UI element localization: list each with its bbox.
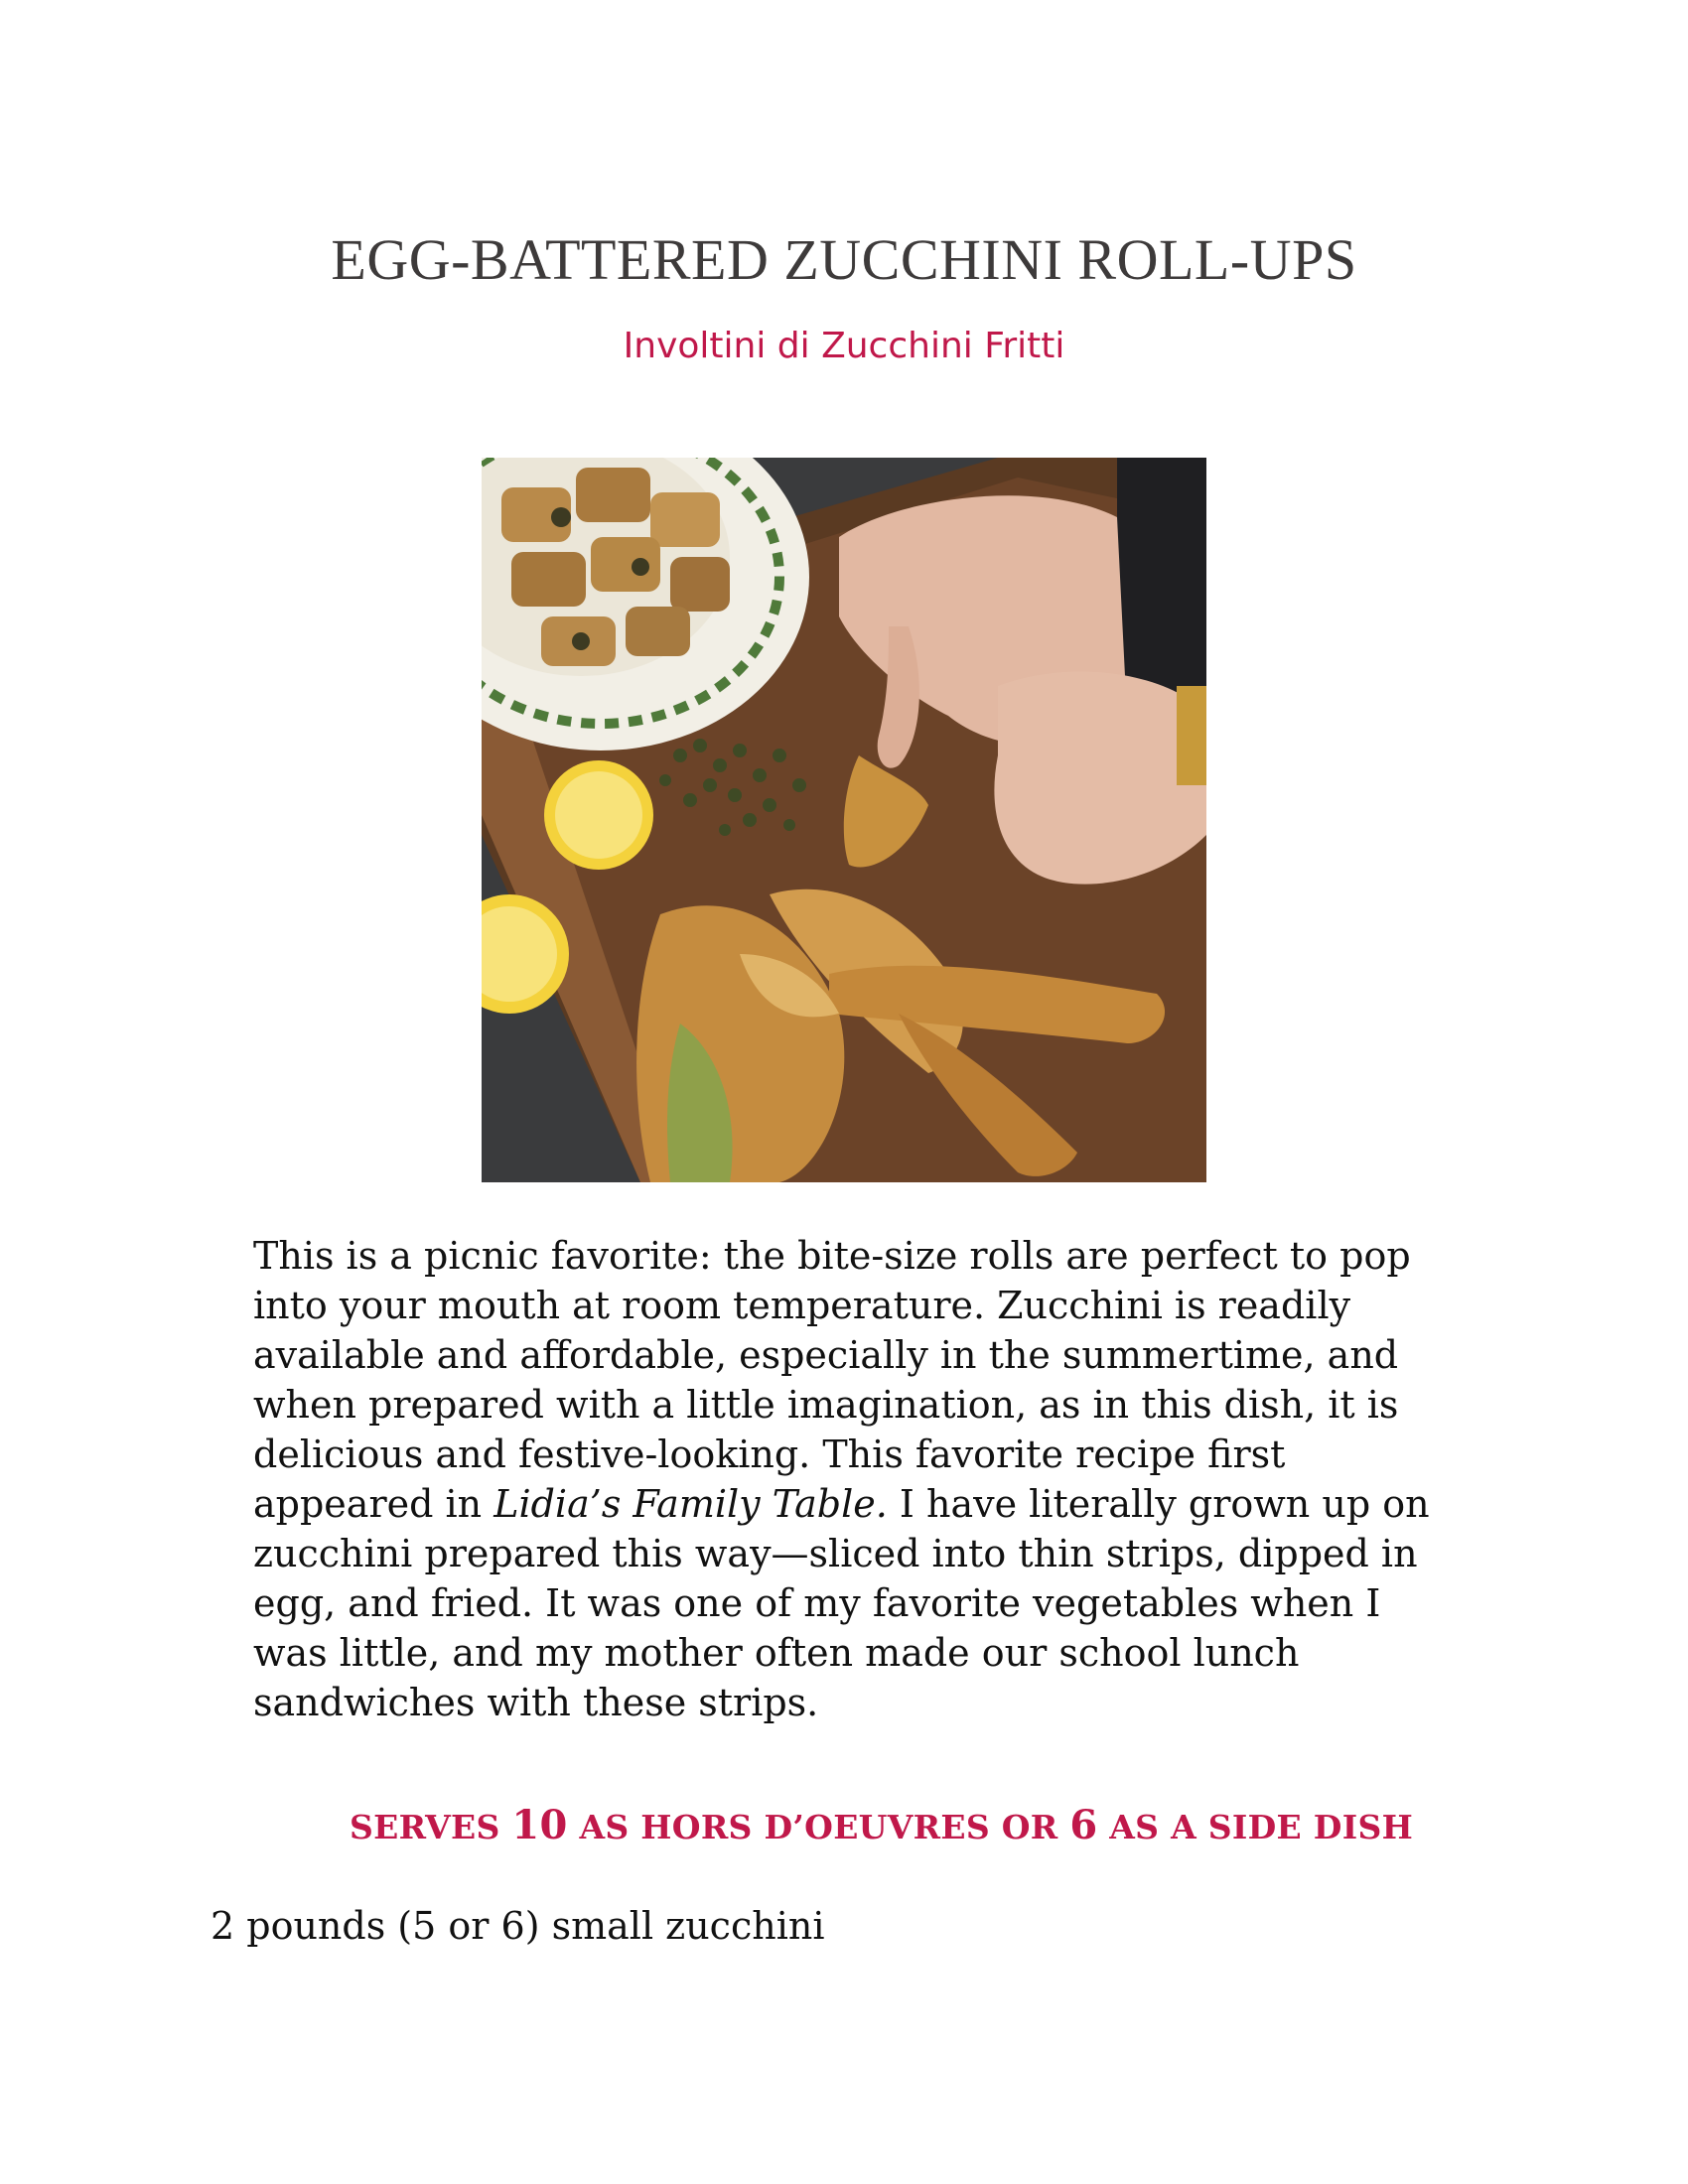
serves-part-1: SERVES [350, 1808, 512, 1846]
recipe-subtitle: Involtini di Zucchini Fritti [623, 326, 1065, 366]
intro-text-before: This is a picnic favorite: the bite-size rolls are perfect to pop into your mouth at room temperature. Zucchini is readily available and affordable, especially in the summertime, and when prepared with a little imagination, as in this dish, it is delicious and festive-looking. This favorite recipe first appeared in [253, 1234, 1411, 1526]
book-title: Lidia’s Family Table. [493, 1482, 888, 1526]
serves-part-3: AS A SIDE DISH [1097, 1808, 1414, 1846]
ingredient-item: 2 pounds (5 or 6) small zucchini [211, 1904, 825, 1948]
intro-text-after: I have literally grown up on zucchini prepared this way—sliced into thin strips, dipped in egg, and fried. It was one of my favorite vegetables when I was little, and my mother often made our school lunch sandwiches with these strips. [253, 1482, 1430, 1724]
recipe-photo [482, 458, 1206, 1182]
serves-number-2: 6 [1069, 1802, 1098, 1848]
serves-number-1: 10 [511, 1802, 568, 1848]
serves-line [350, 1802, 1541, 1848]
recipe-title: EGG-BATTERED ZUCCHINI ROLL-UPS [331, 227, 1357, 292]
serves-part-2: AS HORS D’OEUVRES OR [567, 1808, 1070, 1846]
intro-paragraph [253, 1231, 1445, 1727]
